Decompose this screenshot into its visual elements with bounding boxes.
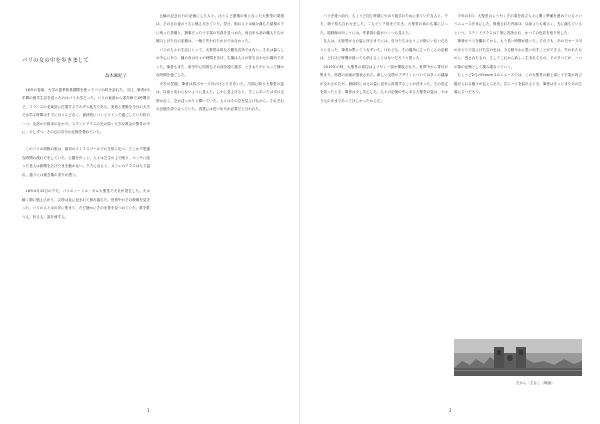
paragraph: 今年の3月、大聖堂はようやくその扉を再び人々に開く準備を進めているというニュースを耳にした。修復された内部は、以前よりも明るく、光に満ちているという。ステンドグラスは丁寧に洗浄され、かつての色彩を取り戻した。 [454, 14, 582, 35]
left-page [0, 0, 294, 424]
page-gutter [299, 0, 300, 424]
left-page-column-2 [156, 12, 284, 408]
left-page-column-1 [22, 86, 150, 408]
cathedral-photo [454, 339, 582, 376]
paragraph: 火災の翌週、筆者は再びセーヌ川のほとりを歩いた。川面に映る大聖堂の姿は、以前と変わらないように見えた。しかし見上げると、そこにあったはずの尖塔はなく、空がぽっかりと開いていた。人々はその空を見上げながら、それぞれの記憶を語り合っていた。再建には長い年月が必要だと言われた。 [156, 81, 284, 111]
paragraph: 2019年の秋、大聖堂の周辺はようやく一部が開放された。世界中から寄付が集まり、再建の計画が発表された。新しい尖塔のデザインについては多くの議論が交わされたが、最終的には元の姿に忠実に再現することが決まった。その決定を知ったとき、筆者は少し安心した。人々の記憶の中にある大聖堂の姿は、やはり元のままであってほしかったからだ。 [320, 64, 448, 103]
paragraph: パリを発つ前日、ちょうど同じ時期にやはり留学のために来ていた友人と、夕方、街で待ち合わせをした。二人でシテ島まで歩き、大聖堂の前の広場に立った。規制線の向こうには、作業員の姿がいくつも見えた。 [320, 14, 448, 35]
paragraph: 五輪の記念の日の記憶にした人々。ほとんど建築の形となった大聖堂の屋根は、その日の夜のうちに燃え尽きていた。翌日、街の人々は焼け落ちた屋根の下に残った祭壇と、無事だった十字架の写真を見つめた。何百年も前の職人たちが積み上げた石の記憶は、一晩で失われたわけではなかった。 [156, 14, 284, 44]
paragraph: 友人は、大聖堂が元の姿に戻るまでには、自分たちはもうこの街にいないだろうと言った。筆者は黙ってうなずいた。けれども、その場所に立ったことの記憶は、どれほど時間が経っても消えることはないだろうと思った。 [320, 39, 448, 61]
author-name: 高木麻紀子 [105, 74, 127, 79]
photo-caption: 左から・主なこ（映画） [516, 381, 555, 385]
paragraph: 16年の春頃、大学の夏季休業期間を使ってパリの料を訪れた。当日、筆者が1年間の留学生活を送ったのはパリ大学だった。パリの東部から郊外線で1時間ほど、フランスの北東部に位置するアルザス地方である。美術と建築を今日の大学では学ぶ時間はすでにほとんどなく、最終的にパンとワインで過ごしていた町の一つ、北部の小都市のなかで、ステンドグラスの光の届く大きな教会の聖堂の中に、少しずつ、その日の自分の記憶を重ねていた。 [22, 88, 150, 135]
paragraph: パリの人々の生活にとって、大聖堂は単なる観光名所ではない。それは暮らしの中心にあり、鐘の音は日々の時間を告げ、広場は人々の待ち合わせの場所であった。筆者もまた、留学中に何度もその前を通り過ぎ、ときおり中に入って静かな時間を過ごした。 [156, 47, 284, 78]
page-number: 1 [147, 408, 150, 413]
paragraph: このパリの研修の旅は、最初のストラスブールでの日常に比べ、どこか不思議な時間の流れ方をしていた。公園を歩くと、人々は芝生の上で眠り、ベンチに座った老人は新聞を広げたまま動かない。夕方になると、カフェのテラスは人で溢れ、通りには焼き栗の香りが漂う。 [22, 147, 150, 177]
right-page-column-2 [454, 12, 582, 334]
paragraph: ちょうど2月のFrance 2のニュースでは、この大聖堂の最上部に十字架が再び掲げられる様子が伝えられた。次にパリを訪れるとき、筆者はきっとまたあの広場に立つだろう。 [454, 73, 582, 95]
page-number: 2 [449, 408, 452, 413]
essay-title: パリの女の中を歩きまして [22, 58, 90, 64]
cathedral-photo-image [454, 339, 582, 376]
right-page [306, 0, 600, 424]
paragraph: 筆者がパリを離れてから、もう長い時間が経った。それでも、あの日セーヌ川のほとりで見上げた空の色は、今も鮮やかに思い出すことができる。失われたものと、残されたもの、そしてこれから新しく生まれるもの。そのすべてが、一つの街の記憶として積み重なっていく。 [454, 39, 582, 69]
right-page-column-1 [320, 12, 448, 408]
paragraph: 16年4月15日の夕方、パリのノートル・ダム大聖堂で火災が発生した。火は瞬く間に燃え広がり、尖塔は炎に包まれて崩れ落ちた。世界中がその映像を見守った。パリの人々は川岸に集まり、ただ静かにその光景を見つめていた。歌を歌う人、祈る人、涙を流す人。 [22, 189, 150, 219]
